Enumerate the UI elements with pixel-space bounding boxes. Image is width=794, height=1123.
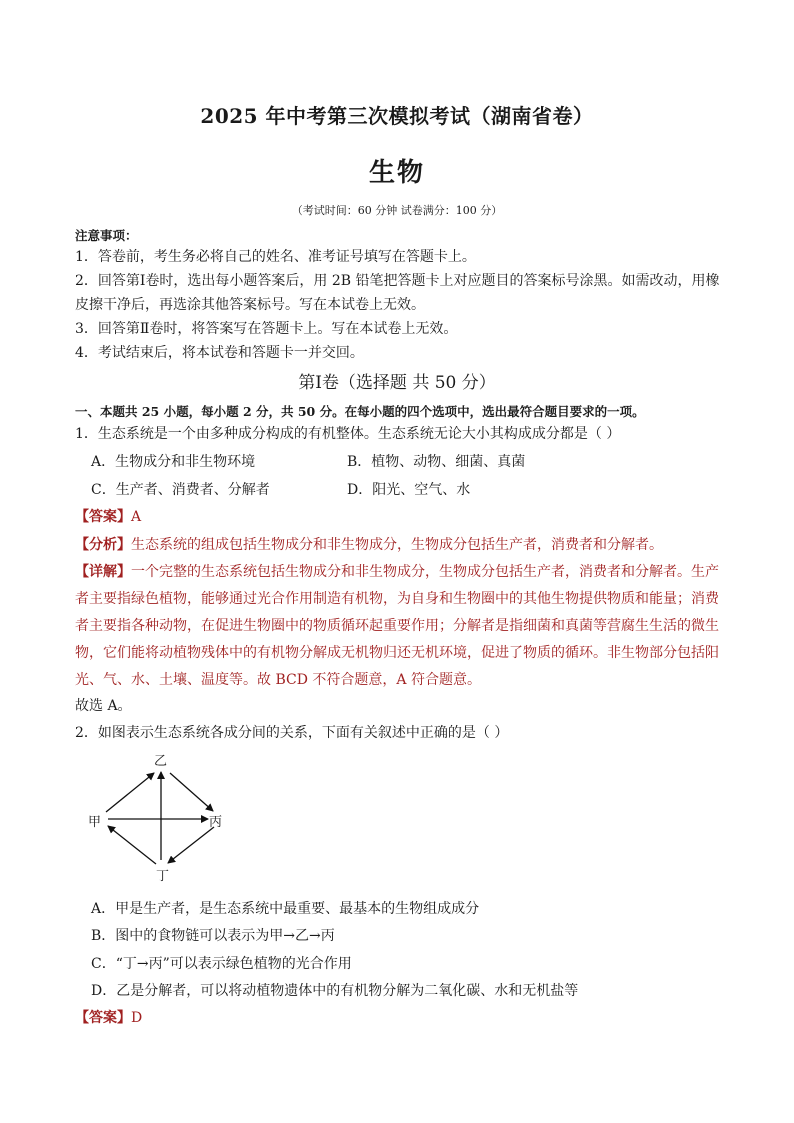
arrow-ding-to-jia bbox=[108, 826, 156, 864]
q2-option-d: D．乙是分解者，可以将动植物遗体中的有机物分解为二氧化碳、水和无机盐等 bbox=[91, 983, 579, 999]
answer-tag: 【答案】 bbox=[75, 1010, 131, 1026]
q2-answer bbox=[75, 1009, 142, 1027]
notice-item-2: 2．回答第Ⅰ卷时，选出每小题答案后，用 2B 铅笔把答题卡上对应题目的答案标号涂黑。如需改动，用橡 bbox=[75, 273, 720, 289]
q1-stem: 1．生态系统是一个由多种成分构成的有机整体。生态系统无论大小其构成成分都是（ ） bbox=[75, 426, 621, 442]
q2-option-c: C．“丁→丙”可以表示绿色植物的光合作用 bbox=[91, 956, 352, 972]
q1-option-c: C．生产者、消费者、分解者 bbox=[91, 482, 270, 498]
analysis-text: 生态系统的组成包括生物成分和非生物成分，生物成分包括生产者，消费者和分解者。 bbox=[131, 537, 663, 553]
arrow-yi-to-bing bbox=[170, 773, 213, 811]
section-title: 第Ⅰ卷（选择题 共 50 分） bbox=[298, 373, 496, 393]
q1-detail-line-2: 者主要指绿色植物，能够通过光合作用制造有机物，为自身和生物圈中的其他生物提供物质和能量；消费 bbox=[75, 591, 719, 607]
q1-detail-line-1 bbox=[75, 563, 719, 581]
q2-option-b: B．图中的食物链可以表示为甲→乙→丙 bbox=[91, 928, 335, 944]
q1-conclusion: 故选 A。 bbox=[75, 698, 132, 714]
q1-option-d: D．阳光、空气、水 bbox=[347, 482, 471, 498]
answer-value: D bbox=[131, 1010, 143, 1026]
subject-title: 生物 bbox=[368, 158, 425, 188]
q1-answer bbox=[75, 508, 141, 526]
detail-text: 一个完整的生态系统包括生物成分和非生物成分，生物成分包括生产者，消费者和分解者。生产 bbox=[131, 564, 719, 580]
notice-item-1: 1．答卷前，考生务必将自己的姓名、准考证号填写在答题卡上。 bbox=[75, 249, 476, 265]
arrow-bing-to-ding bbox=[168, 827, 214, 863]
q1-detail-line-4: 物，它们能将动植物残体中的有机物分解成无机物归还无机环境，促进了物质的循环。非生物部分包括阳 bbox=[75, 645, 719, 661]
diagram-label-yi: 乙 bbox=[154, 754, 168, 769]
diagram-label-bing: 丙 bbox=[209, 815, 223, 830]
q1-analysis bbox=[75, 536, 663, 554]
answer-value: A bbox=[131, 509, 142, 525]
arrow-jia-to-yi bbox=[106, 773, 154, 812]
analysis-tag: 【分析】 bbox=[75, 537, 131, 553]
q1-option-a: A．生物成分和非生物环境 bbox=[91, 454, 256, 470]
diagram-label-ding: 丁 bbox=[156, 869, 170, 884]
section-instruction: 一、本题共 25 小题，每小题 2 分，共 50 分。在每小题的四个选项中，选出最符合题目要求的一项。 bbox=[75, 404, 645, 419]
exam-title: 2025 年中考第三次模拟考试（湖南省卷） bbox=[200, 104, 594, 128]
diagram-label-jia: 甲 bbox=[88, 815, 102, 830]
q1-detail-line-3: 者主要指各种动物，在促进生物圈中的物质循环起重要作用；分解者是指细菌和真菌等营腐生生活的微生 bbox=[75, 618, 719, 634]
q2-stem: 2．如图表示生态系统各成分间的关系，下面有关叙述中正确的是（ ） bbox=[75, 725, 509, 741]
notice-heading: 注意事项： bbox=[75, 228, 138, 243]
answer-tag: 【答案】 bbox=[75, 509, 131, 525]
exam-time-info: （考试时间：60 分钟 试卷满分：100 分） bbox=[291, 204, 503, 217]
q1-option-b: B．植物、动物、细菌、真菌 bbox=[347, 454, 526, 470]
q1-detail-line-5: 光、气、水、土壤、温度等。故 BCD 不符合题意，A 符合题意。 bbox=[75, 672, 481, 688]
detail-tag: 【详解】 bbox=[75, 564, 131, 580]
ecosystem-diagram bbox=[88, 752, 238, 884]
q2-option-a: A．甲是生产者，是生态系统中最重要、最基本的生物组成成分 bbox=[91, 901, 480, 917]
notice-item-3: 3．回答第Ⅱ卷时，将答案写在答题卡上。写在本试卷上无效。 bbox=[75, 321, 458, 337]
notice-item-2-cont: 皮擦干净后，再选涂其他答案标号。写在本试卷上无效。 bbox=[75, 297, 425, 313]
notice-item-4: 4．考试结束后，将本试卷和答题卡一并交回。 bbox=[75, 345, 364, 361]
